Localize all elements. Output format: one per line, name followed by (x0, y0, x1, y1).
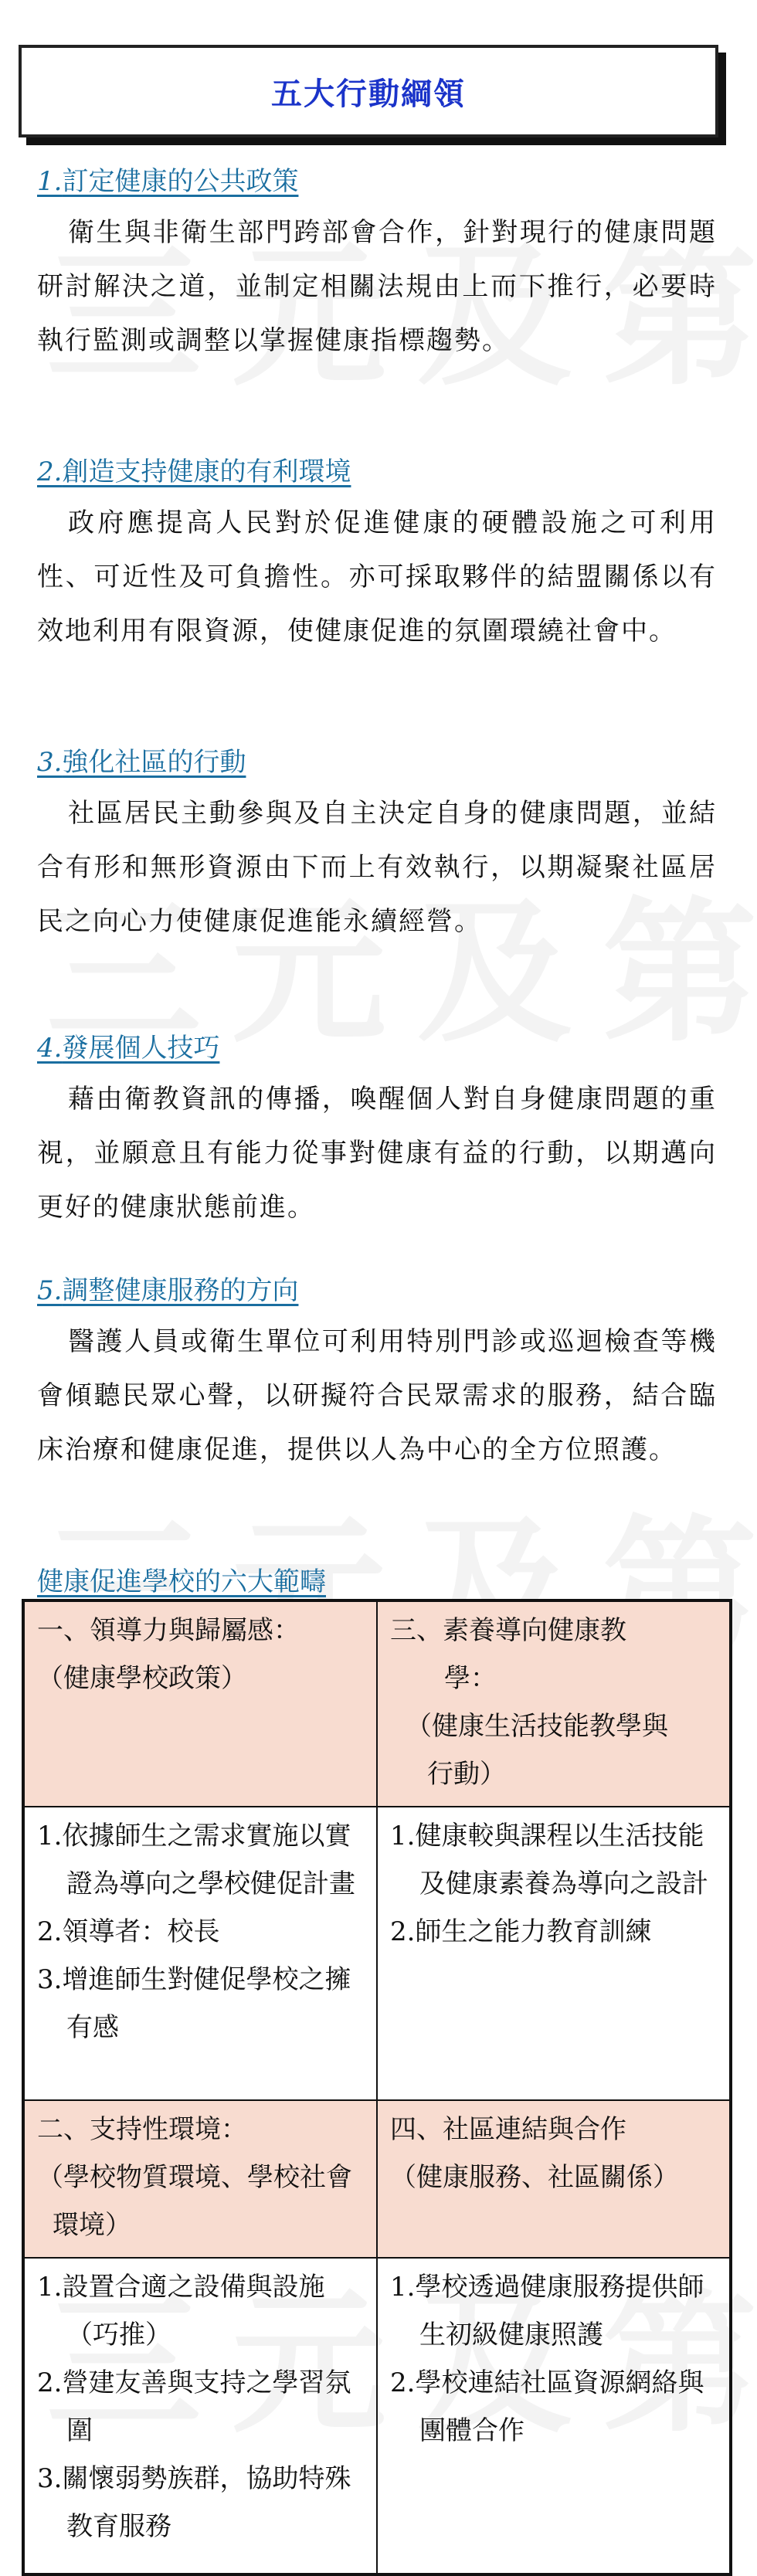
cell-leadership-head (23, 1600, 377, 1807)
section-heading: 1.訂定健康的公共政策 (37, 166, 299, 197)
list-item: 1.依據師生之需求實施以實證為導向之學校健促計畫 (37, 1821, 355, 1899)
cell-subheading: （健康學校政策） (37, 1663, 247, 1694)
cell-environment-head (23, 2100, 377, 2258)
list-item: 2.師生之能力教育訓練 (390, 1916, 652, 1947)
cell-subheading: （健康生活技能教學與 (406, 1711, 668, 1742)
cell-heading: 一、領導力與歸屬感： (37, 1615, 300, 1646)
section-body: 衛生與非衛生部門跨部會合作，針對現行的健康問題研討解決之道，並制定相關法規由上而下推行，必要時執行監測或調整以掌握健康指標趨勢。 (37, 217, 717, 356)
list-item: 2.學校連結社區資源網絡與團體合作 (390, 2367, 704, 2446)
cell-subheading-cont: 行動） (427, 1759, 506, 1790)
section-body: 藉由衛教資訊的傳播，喚醒個人對自身健康問題的重視，並願意且有能力從事對健康有益的行動，以期邁向更好的健康狀態前進。 (37, 1084, 717, 1223)
section-heading: 4.發展個人技巧 (37, 1033, 220, 1064)
section-heading: 5.調整健康服務的方向 (37, 1275, 299, 1306)
cell-heading: 四、社區連結與合作 (390, 2114, 626, 2145)
cell-leadership-items (23, 1807, 377, 2100)
cell-heading: 三、素養導向健康教 (390, 1615, 626, 1646)
list-item: 1.學校透過健康服務提供師生初級健康照護 (390, 2272, 704, 2350)
cell-community-items (377, 2258, 731, 2574)
list-item: 3.增進師生對健促學校之擁有感 (37, 1964, 351, 2043)
six-domains-table (22, 1599, 732, 2576)
page-title: 五大行動綱領 (271, 75, 466, 112)
table-row (23, 2258, 731, 2574)
list-item: 1.設置合適之設備與設施（巧推） (37, 2272, 325, 2350)
table-row (23, 1600, 731, 1807)
section-health-services (37, 1273, 717, 1477)
table-title: 健康促進學校的六大範疇 (37, 1566, 326, 1597)
table-row (23, 1807, 731, 2100)
list-item: 2.領導者：校長 (37, 1916, 220, 1947)
list-item: 1.健康較與課程以生活技能及健康素養為導向之設計 (390, 1821, 708, 1899)
cell-subheading: （學校物質環境、學校社會環境） (37, 2162, 352, 2241)
section-heading: 2.創造支持健康的有利環境 (37, 456, 351, 487)
section-environment (37, 454, 717, 658)
section-community (37, 745, 717, 949)
cell-subheading: （健康服務、社區關係） (390, 2162, 679, 2193)
cell-literacy-head (377, 1600, 731, 1807)
section-heading: 3.強化社區的行動 (37, 747, 246, 778)
section-personal-skills (37, 1030, 717, 1234)
section-body: 政府應提高人民對於促進健康的硬體設施之可利用性、可近性及可負擔性。亦可採取夥伴的結盟關係以有效地利用有限資源，使健康促進的氛圍環繞社會中。 (37, 507, 717, 647)
title-box (19, 45, 718, 137)
table-row (23, 2100, 731, 2258)
cell-environment-items (23, 2258, 377, 2574)
section-body: 醫護人員或衛生單位可利用特別門診或巡迴檢查等機會傾聽民眾心聲，以研擬符合民眾需求的服務，結合臨床治療和健康促進，提供以人為中心的全方位照護。 (37, 1326, 717, 1465)
section-policy (37, 164, 717, 368)
cell-heading: 二、支持性環境： (37, 2114, 247, 2145)
cell-heading-cont: 學： (444, 1663, 497, 1694)
cell-literacy-items (377, 1807, 731, 2100)
list-item: 3.關懷弱勢族群，協助特殊教育服務 (37, 2463, 351, 2542)
list-item: 2.營建友善與支持之學習氛圍 (37, 2367, 351, 2446)
section-body: 社區居民主動參與及自主決定自身的健康問題，並結合有形和無形資源由下而上有效執行，以期凝聚社區居民之向心力使健康促進能永續經營。 (37, 798, 717, 937)
cell-community-head (377, 2100, 731, 2258)
